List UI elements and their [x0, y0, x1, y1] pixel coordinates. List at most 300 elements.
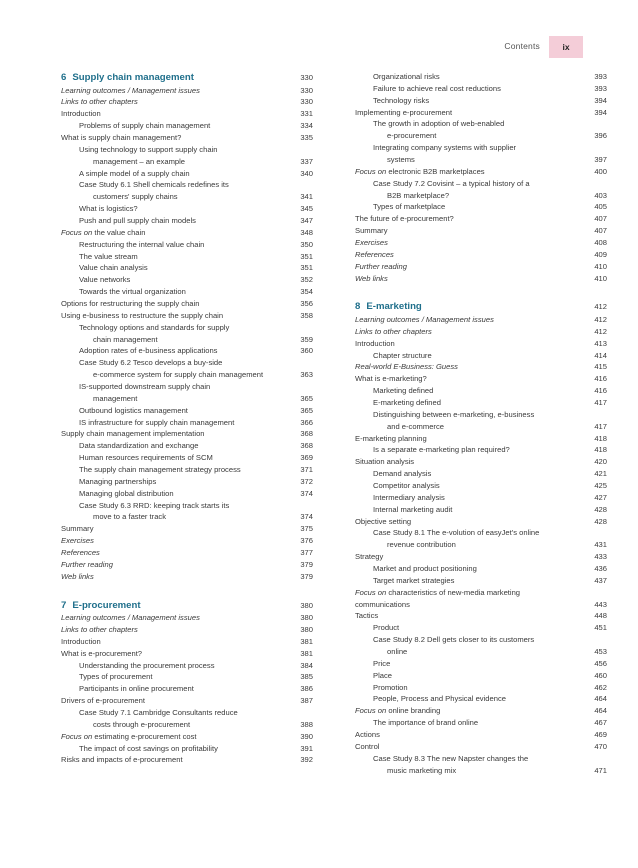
entry-title: characteristics of new-media marketing: [386, 587, 521, 597]
entry-title: Competitor analysis: [373, 481, 440, 490]
page-number: 428: [594, 504, 607, 514]
entry-text: [79, 203, 313, 215]
page-number: 464: [594, 706, 607, 716]
entry-title: systems: [387, 155, 415, 165]
toc-subentry: [61, 381, 313, 393]
page-number: 393: [594, 83, 607, 93]
entry-text: [355, 237, 607, 249]
page-number: 379: [300, 571, 313, 581]
entry-text: [79, 369, 313, 381]
entry-text: [355, 456, 607, 468]
toc-entry: [355, 456, 607, 468]
entry-title: management: [93, 393, 138, 403]
toc-entry: [61, 535, 313, 547]
entry-text: [373, 178, 607, 190]
entry-title: Situation analysis: [355, 457, 415, 467]
entry-text: [79, 239, 313, 251]
page-number-tab: ix: [549, 36, 583, 58]
toc-subentry: [61, 743, 313, 755]
entry-title: Real-world E-Business: Guess: [355, 362, 458, 372]
entry-text: [373, 350, 607, 362]
chapter-title: Supply chain management: [72, 72, 194, 83]
toc-entry: [61, 227, 313, 239]
entry-text: [61, 96, 313, 108]
page-number: 330: [300, 97, 313, 107]
entry-title: chain management: [93, 334, 158, 344]
page-number: 377: [300, 548, 313, 558]
entry-title: Links to other chapters: [61, 97, 138, 107]
entry-text: [373, 492, 607, 504]
entry-title: Case Study 6.1 Shell chemicals redefines its: [79, 180, 229, 190]
entry-title: What is logistics?: [79, 204, 138, 214]
toc-entry: [355, 107, 607, 119]
chapter-number: 7: [61, 599, 67, 611]
page-number: 407: [594, 226, 607, 236]
page-number: 410: [594, 261, 607, 271]
page-number: 462: [594, 682, 607, 692]
page-number: 467: [594, 718, 607, 728]
page-number: 363: [300, 370, 313, 380]
entry-text: [355, 610, 607, 622]
entry-title: and e-commerce: [387, 421, 444, 431]
page-number: 448: [594, 611, 607, 621]
entry-title: Participants in online procurement: [79, 684, 194, 694]
page-number: 396: [594, 131, 607, 141]
entry-text: [61, 547, 313, 559]
toc-entry: [355, 705, 607, 717]
entry-text: [373, 95, 607, 107]
entry-text: [61, 571, 313, 583]
page-number: 416: [594, 374, 607, 384]
page-number: 371: [300, 465, 313, 474]
page-number: 400: [594, 166, 607, 176]
toc-subentry: [61, 144, 313, 156]
entry-text: [79, 683, 313, 695]
toc-subentry: [61, 405, 313, 417]
toc-subentry: [355, 693, 607, 705]
toc-entry: [61, 624, 313, 636]
entry-text: [79, 719, 313, 731]
toc-subentry: [61, 719, 313, 731]
page-number: 421: [594, 469, 607, 479]
page-number: 376: [300, 536, 313, 546]
page-number: 464: [594, 694, 607, 704]
entry-prefix: Focus on: [355, 166, 387, 176]
entry-title: The future of e-procurement?: [355, 214, 454, 224]
entry-title: Summary: [61, 524, 94, 534]
page-number: 397: [594, 155, 607, 165]
toc-subentry: [61, 707, 313, 719]
entry-title: Outbound logistics management: [79, 405, 188, 415]
entry-text: [79, 262, 313, 274]
entry-text: [373, 753, 607, 765]
entry-text: [79, 381, 313, 393]
entry-text: [355, 107, 607, 119]
page-number: 408: [594, 238, 607, 248]
entry-text: [61, 754, 313, 766]
toc-subentry: [61, 239, 313, 251]
toc-subentry: [61, 464, 313, 476]
toc-subentry: [355, 201, 607, 213]
entry-title: Towards the virtual organization: [79, 287, 186, 297]
toc-column-right: [355, 71, 607, 776]
toc-column-left: [61, 71, 313, 766]
entry-text: [61, 648, 313, 660]
page-number: 368: [300, 441, 313, 451]
entry-text: [355, 326, 607, 338]
page-number: 351: [300, 263, 313, 273]
entry-text: [79, 345, 313, 357]
entry-text: [373, 504, 607, 516]
toc-entry: [355, 273, 607, 285]
page-number: 407: [594, 214, 607, 224]
toc-entry: [61, 310, 313, 322]
entry-title: Case Study 8.3 The new Napster changes the: [373, 753, 529, 763]
page-number: 412: [594, 326, 607, 336]
entry-text: [61, 624, 313, 636]
toc-subentry: [61, 179, 313, 191]
toc-subentry: [355, 646, 607, 658]
toc-subentry: [61, 215, 313, 227]
entry-text: [355, 273, 607, 285]
entry-title: Managing partnerships: [79, 476, 157, 486]
page-number: 379: [300, 559, 313, 569]
entry-text: [355, 249, 607, 261]
entry-title: Is a separate e-marketing plan required?: [373, 445, 510, 455]
entry-title: Technology options and standards for supply: [79, 322, 230, 332]
entry-text: [373, 142, 607, 154]
entry-title: Technology risks: [373, 95, 430, 105]
entry-title: revenue contribution: [387, 540, 456, 550]
entry-text: [355, 338, 607, 350]
page-number: 428: [594, 516, 607, 526]
entry-title: Types of marketplace: [373, 202, 446, 212]
entry-text: [79, 707, 313, 719]
entry-title: Learning outcomes / Management issues: [355, 314, 494, 324]
toc-subentry: [61, 440, 313, 452]
page-number: 330: [300, 85, 313, 95]
entry-title: What is e-procurement?: [61, 648, 143, 658]
entry-title: Case Study 6.3 RRD: keeping track starts its: [79, 500, 230, 510]
chapter-title: E-procurement: [72, 599, 141, 611]
page-number: 471: [594, 765, 607, 775]
entry-text: [373, 717, 607, 729]
entry-title: costs through e-procurement: [93, 719, 191, 729]
entry-text: [373, 118, 607, 130]
entry-text: [79, 120, 313, 132]
entry-title: Push and pull supply chain models: [79, 215, 196, 225]
page-number: 386: [300, 684, 313, 694]
toc-subentry: [61, 511, 313, 523]
toc-subentry: [61, 286, 313, 298]
toc-entry: [355, 326, 607, 338]
entry-text: [79, 464, 313, 476]
toc-subentry: [355, 444, 607, 456]
page-number: 433: [594, 552, 607, 562]
entry-title: Chapter structure: [373, 350, 432, 360]
toc-subentry: [355, 622, 607, 634]
toc-subentry: [355, 95, 607, 107]
toc-subentry: [61, 393, 313, 405]
entry-title: Case Study 8.2 Dell gets closer to its customers: [373, 635, 535, 645]
page-number: 392: [300, 755, 313, 765]
page-number: 354: [300, 287, 313, 297]
entry-title: Case Study 8.1 The e-volution of easyJet's online: [373, 528, 540, 538]
toc-subentry: [355, 154, 607, 166]
section-gap: [61, 583, 313, 599]
page-number: 456: [594, 658, 607, 668]
page-number: 330: [300, 73, 313, 82]
entry-text: [79, 440, 313, 452]
entry-title: Distinguishing between e-marketing, e-business: [373, 409, 535, 419]
entry-text: [355, 551, 607, 563]
page-number: 340: [300, 168, 313, 178]
toc-entry: [355, 338, 607, 350]
toc-entry: [355, 261, 607, 273]
toc-entry: [61, 523, 313, 535]
toc-subentry: [355, 504, 607, 516]
page-number: 335: [300, 132, 313, 142]
entry-title: electronic B2B marketplaces: [386, 166, 485, 176]
entry-title: Introduction: [61, 109, 101, 119]
entry-title: Organizational risks: [373, 72, 440, 81]
page-number: 394: [594, 107, 607, 117]
entry-title: e-procurement: [387, 131, 437, 141]
toc-subentry: [61, 671, 313, 683]
toc-entry: [355, 587, 607, 599]
page-number: 409: [594, 249, 607, 259]
toc-entry: [61, 612, 313, 624]
page-number: 380: [300, 624, 313, 634]
entry-text: [61, 85, 313, 97]
page-number: 414: [594, 350, 607, 360]
entry-title: Place: [373, 670, 392, 680]
entry-title: Web links: [61, 571, 94, 581]
entry-text: [355, 599, 607, 611]
toc-entry: [355, 237, 607, 249]
toc-subentry: [355, 492, 607, 504]
entry-title: Understanding the procurement process: [79, 660, 215, 670]
entry-text: [373, 575, 607, 587]
entry-prefix: Focus on: [61, 227, 93, 237]
entry-title: Learning outcomes / Management issues: [61, 85, 200, 95]
chapter-number: 6: [61, 72, 67, 83]
entry-title: Case Study 6.2 Tesco develops a buy-side: [79, 358, 223, 368]
entry-text: [373, 693, 607, 705]
page-number: 380: [300, 600, 313, 610]
toc-subentry: [61, 156, 313, 168]
page-number: 413: [594, 338, 607, 348]
entry-title: customers' supply chains: [93, 192, 178, 202]
entry-title: communications: [355, 599, 410, 609]
entry-text: [79, 511, 313, 523]
page-number: 351: [300, 251, 313, 261]
entry-title: Promotion: [373, 682, 408, 692]
chapter-number: 8: [355, 301, 361, 313]
entry-text: [79, 452, 313, 464]
toc-subentry: [61, 191, 313, 203]
toc-subentry: [355, 670, 607, 682]
toc-entry: [61, 636, 313, 648]
entry-prefix: Focus on: [355, 587, 387, 597]
entry-text: [373, 385, 607, 397]
toc-subentry: [355, 539, 607, 551]
entry-text: [373, 670, 607, 682]
page-number: 374: [300, 488, 313, 498]
entry-title: Value networks: [79, 275, 131, 285]
page-number: 437: [594, 575, 607, 585]
toc-entry: [355, 729, 607, 741]
entry-title: Further reading: [355, 261, 407, 271]
page-header: [0, 36, 638, 58]
entry-title: online branding: [386, 706, 441, 716]
entry-text: [79, 322, 313, 334]
chapter-heading: [61, 599, 313, 612]
entry-text: [61, 731, 313, 743]
entry-text: [61, 636, 313, 648]
page-number: 374: [300, 512, 313, 522]
toc-entry: [355, 213, 607, 225]
entry-title: Marketing defined: [373, 386, 434, 396]
entry-title: What is e-marketing?: [355, 374, 427, 384]
toc-subentry: [355, 717, 607, 729]
entry-text: [61, 227, 313, 239]
toc-subentry: [355, 421, 607, 433]
entry-text: [79, 144, 313, 156]
entry-title: References: [61, 548, 100, 558]
entry-title: People, Process and Physical evidence: [373, 694, 506, 704]
entry-text: [355, 213, 607, 225]
entry-title: Data standardization and exchange: [79, 441, 199, 451]
entry-title: What is supply chain management?: [61, 132, 182, 142]
entry-text: [79, 393, 313, 405]
page-number: 451: [594, 623, 607, 633]
entry-title: The supply chain management strategy process: [79, 465, 241, 474]
page-number: 375: [300, 524, 313, 534]
toc-subentry: [61, 417, 313, 429]
page-number: 417: [594, 397, 607, 407]
page-number: 334: [300, 121, 313, 131]
entry-text: [355, 373, 607, 385]
page-number: 391: [300, 743, 313, 753]
entry-title: The value stream: [79, 251, 138, 261]
toc-subentry: [355, 190, 607, 202]
entry-text: [61, 559, 313, 571]
entry-title: References: [355, 249, 394, 259]
entry-text: [373, 682, 607, 694]
toc-subentry: [355, 130, 607, 142]
toc-subentry: [355, 83, 607, 95]
page-number: 341: [300, 192, 313, 202]
entry-prefix: Focus on: [61, 731, 93, 741]
entry-text: [61, 612, 313, 624]
entry-title: E-marketing planning: [355, 433, 427, 443]
toc-subentry: [355, 527, 607, 539]
entry-title: Problems of supply chain management: [79, 121, 211, 131]
entry-title: Case Study 7.2 Covisint – a typical history of a: [373, 178, 530, 188]
entry-text: [373, 201, 607, 213]
toc-entry: [355, 516, 607, 528]
page-number: 394: [594, 95, 607, 105]
entry-title: Learning outcomes / Management issues: [61, 613, 200, 623]
page-number: 393: [594, 72, 607, 81]
toc-subentry: [355, 71, 607, 83]
entry-text: [373, 71, 607, 83]
toc-entry: [61, 298, 313, 310]
toc-subentry: [355, 563, 607, 575]
entry-text: [61, 132, 313, 144]
entry-text: [79, 417, 313, 429]
entry-text: [79, 168, 313, 180]
page-number: 385: [300, 672, 313, 682]
entry-title: the value chain: [92, 227, 146, 237]
entry-title: Managing global distribution: [79, 488, 174, 498]
page-number: 412: [594, 314, 607, 324]
entry-text: [355, 741, 607, 753]
page-number: 431: [594, 540, 607, 550]
toc-subentry: [355, 480, 607, 492]
entry-title: Case Study 7.1 Cambridge Consultants reduce: [79, 707, 238, 717]
toc-entry: [61, 754, 313, 766]
page-number: 417: [594, 421, 607, 431]
page-number: 420: [594, 457, 607, 467]
page-number: 418: [594, 433, 607, 443]
entry-title: Target market strategies: [373, 575, 455, 585]
toc-subentry: [355, 682, 607, 694]
page-number: 443: [594, 599, 607, 609]
entry-text: [373, 539, 607, 551]
entry-text: [79, 357, 313, 369]
toc-subentry: [61, 120, 313, 132]
toc-subentry: [61, 500, 313, 512]
entry-title: Restructuring the internal value chain: [79, 239, 205, 249]
entry-title: Price: [373, 658, 391, 668]
entry-text: [373, 658, 607, 670]
entry-text: [373, 154, 607, 166]
page-number: 460: [594, 670, 607, 680]
page-number: 427: [594, 492, 607, 502]
entry-text: [355, 225, 607, 237]
entry-title: Exercises: [61, 536, 94, 546]
toc-entry: [355, 433, 607, 445]
entry-text: [373, 765, 607, 777]
entry-text: [373, 646, 607, 658]
toc-entry: [355, 166, 607, 178]
toc-entry: [61, 547, 313, 559]
toc-subentry: [355, 350, 607, 362]
chapter-heading: [355, 300, 607, 313]
toc-entry: [355, 599, 607, 611]
entry-title: Actions: [355, 730, 380, 740]
page-number: 390: [300, 731, 313, 741]
toc-subentry: [61, 168, 313, 180]
entry-title: Control: [355, 741, 380, 751]
page-number: 469: [594, 730, 607, 740]
page-number: 470: [594, 741, 607, 751]
toc-subentry: [355, 178, 607, 190]
entry-text: [355, 587, 607, 599]
entry-title: online: [387, 647, 408, 657]
toc-entry: [355, 249, 607, 261]
entry-text: [373, 622, 607, 634]
entry-text: [79, 405, 313, 417]
toc-entry: [61, 648, 313, 660]
chapter-title-line: [61, 599, 313, 612]
entry-text: [61, 298, 313, 310]
entry-title: Tactics: [355, 611, 379, 621]
toc-subentry: [355, 575, 607, 587]
entry-title: Adoption rates of e-business applications: [79, 346, 218, 356]
